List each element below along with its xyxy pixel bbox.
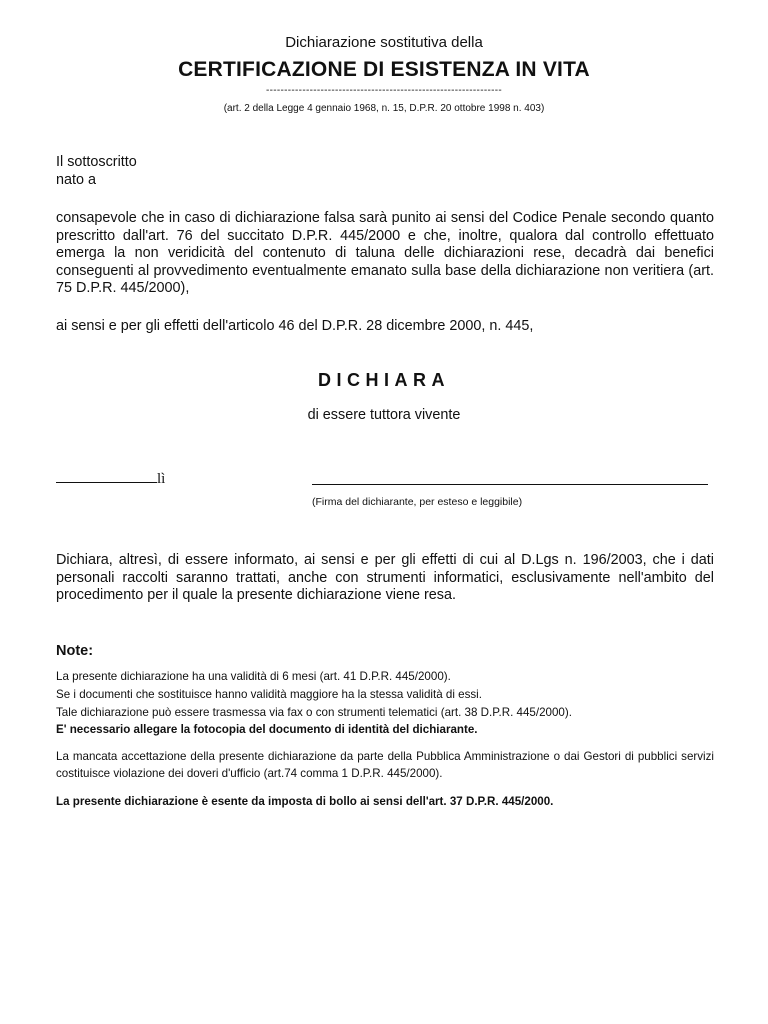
born-in-label: nato a xyxy=(56,172,97,188)
note-validity-extended: Se i documenti che sostituisce hanno validità maggiore ha la stessa validità di essi. xyxy=(56,688,482,701)
title-divider: ----------------------------------------------------------------- xyxy=(266,85,502,96)
place-date-line xyxy=(56,468,157,483)
note-acceptance-paragraph: La mancata accettazione della presente dichiarazione da parte della Pubblica Amministrazione o dai Gestori di pubblici servizi costituisce violazione dei doveri d'ufficio (art.74 comma 1 D.P.R. 445/2000). xyxy=(56,750,714,780)
note-validity: La presente dichiarazione ha una validità di 6 mesi (art. 41 D.P.R. 445/2000). xyxy=(56,670,451,683)
pre-title: Dichiarazione sostitutiva della xyxy=(285,34,483,51)
place-date-field xyxy=(56,468,165,488)
undersigned-label: Il sottoscritto xyxy=(56,154,137,170)
notes-heading: Note: xyxy=(56,643,94,659)
declaration-heading: DICHIARA xyxy=(318,370,450,390)
legal-basis: ai sensi e per gli effetti dell'articolo 46 del D.P.R. 28 dicembre 2000, n. 445, xyxy=(56,318,534,334)
note-transmission: Tale dichiarazione può essere trasmessa via fax o con strumenti telematici (art. 38 D.P.R. 445/2000). xyxy=(56,706,572,719)
signature-line xyxy=(312,484,708,485)
awareness-paragraph: consapevole che in caso di dichiarazione falsa sarà punito ai sensi del Codice Penale secondo quanto prescritto dall'art. 76 del succitato D.P.R. 445/2000 e che, inoltre, qualora dal controllo effettuato emerga la non veridicità del contenuto di taluna delle dichiarazioni rese, decadrà dai benefici conseguenti al provvedimento eventualmente emanato sulla base della dichiarazione non veritiera (art. 75 D.P.R. 445/2000), xyxy=(56,210,714,296)
signature-caption: (Firma del dichiarante, per esteso e leggibile) xyxy=(312,496,523,508)
note-stamp-duty: La presente dichiarazione è esente da imposta di bollo ai sensi dell'art. 37 D.P.R. 445/2000. xyxy=(56,795,554,808)
declaration-statement: di essere tuttora vivente xyxy=(307,407,461,423)
law-reference: (art. 2 della Legge 4 gennaio 1968, n. 15, D.P.R. 20 ottobre 1998 n. 403) xyxy=(223,103,545,114)
privacy-paragraph: Dichiara, altresì, di essere informato, ai sensi e per gli effetti di cui al D.Lgs n. 196/2003, che i dati personali raccolti saranno trattati, anche con strumenti informatici, esclusivamente nell'ambito del procedimento per il quale la presente dichiarazione viene resa. xyxy=(56,552,714,603)
place-suffix: lì xyxy=(157,471,166,487)
document-title: CERTIFICAZIONE DI ESISTENZA IN VITA xyxy=(178,58,590,81)
note-id-required: E' necessario allegare la fotocopia del documento di identità del dichiarante. xyxy=(56,723,478,736)
